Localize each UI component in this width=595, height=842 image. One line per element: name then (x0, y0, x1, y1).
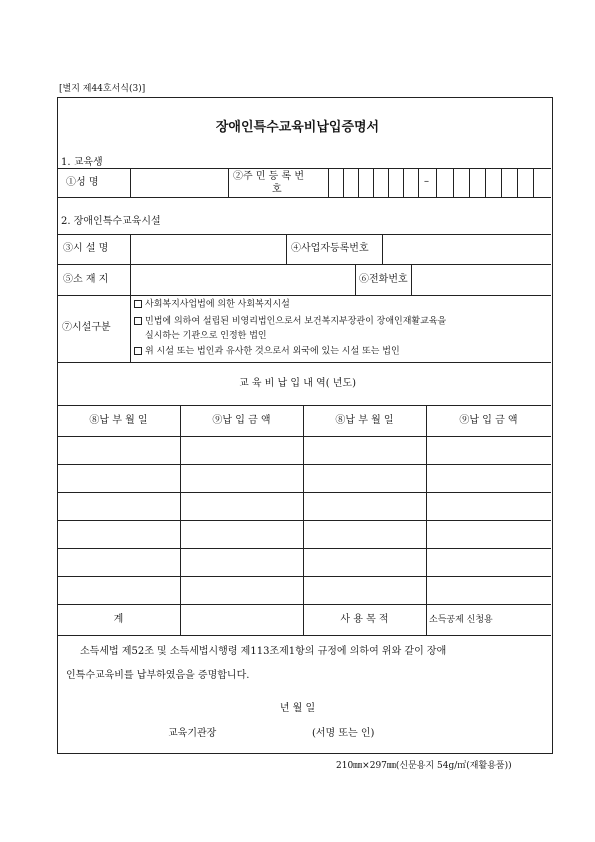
student-name-field[interactable] (131, 169, 227, 196)
form-title: 장애인특수교육비납입증명서 (215, 120, 380, 135)
rrn-label: ②주 민 등 록 번 (233, 171, 305, 182)
section-student-heading: 1. 교육생 (61, 157, 103, 168)
table-row[interactable] (57, 464, 551, 492)
signature-label[interactable]: (서명 또는 인) (312, 728, 375, 739)
paper-spec-footer: 210㎜×297㎜(신문용지 54g/㎡(재활용품)) (336, 761, 512, 771)
divider (57, 197, 551, 198)
address-field[interactable] (131, 265, 354, 294)
divider (355, 264, 356, 295)
divider (57, 295, 551, 296)
divider (57, 635, 551, 636)
total-label: 계 (113, 614, 124, 625)
business-reg-label: ④사업자등록번호 (291, 243, 369, 254)
resident-number-field[interactable] (329, 169, 550, 196)
category-option-foreign[interactable]: 위 시설 또는 법인과 유사한 것으로서 외국에 있는 시설 또는 법인 (134, 347, 400, 357)
table-row[interactable] (57, 520, 551, 548)
rrn-label-cont: 호 (272, 184, 282, 195)
date-line: 년 월 일 (279, 703, 316, 714)
divider (57, 405, 551, 406)
table-row[interactable] (57, 492, 551, 520)
student-name-label: ①성 명 (66, 177, 99, 188)
category-option-welfare[interactable]: 사회복지사업법에 의한 사회복지시설 (134, 300, 290, 310)
certification-text: 소득세법 제52조 및 소득세법시행령 제113조제1항의 규정에 의하여 위와 같이 장애 (80, 646, 447, 657)
category-option-nonprofit[interactable]: 민법에 의하여 설립된 비영리법인으로서 보건복지부장관이 장애인재활교육을 (134, 317, 446, 327)
divider (57, 362, 551, 363)
business-reg-field[interactable] (383, 235, 550, 263)
checkbox[interactable] (134, 317, 142, 325)
table-row[interactable] (57, 436, 551, 464)
divider (286, 234, 287, 264)
category-option-nonprofit-cont: 실시하는 기관으로 인정한 법인 (145, 331, 267, 341)
payment-date-header: ⑧납 부 월 일 (335, 415, 394, 426)
table-row[interactable] (57, 576, 551, 604)
form-number-label: [별지 제44호서식(3)] (59, 84, 146, 94)
institution-head-label: 교육기관장 (168, 728, 217, 739)
table-row[interactable] (57, 548, 551, 576)
payment-heading: 교 육 비 납 입 내 역( 년도) (239, 378, 356, 389)
divider (228, 168, 229, 197)
payment-amount-header: ⑨납 입 금 액 (212, 415, 271, 426)
phone-label: ⑥전화번호 (359, 274, 408, 285)
phone-field[interactable] (412, 265, 550, 294)
payment-amount-header: ⑨납 입 금 액 (459, 415, 518, 426)
facility-category-label: ⑦시설구분 (62, 322, 111, 333)
purpose-value: 소득공제 신청용 (429, 615, 493, 625)
checkbox[interactable] (134, 347, 142, 355)
checkbox[interactable] (134, 300, 142, 308)
total-amount-field[interactable] (181, 605, 302, 634)
address-label: ⑤소 재 지 (63, 274, 109, 285)
payment-date-header: ⑧납 부 월 일 (89, 415, 148, 426)
section-facility-heading: 2. 장애인특수교육시설 (61, 216, 161, 227)
facility-name-field[interactable] (131, 235, 285, 263)
rrn-dash: – (424, 176, 429, 187)
facility-name-label: ③시 설 명 (63, 243, 109, 254)
purpose-label: 사 용 목 적 (340, 614, 389, 625)
certification-text-cont: 인특수교육비를 납부하였음을 증명합니다. (66, 670, 250, 681)
divider (57, 604, 551, 605)
